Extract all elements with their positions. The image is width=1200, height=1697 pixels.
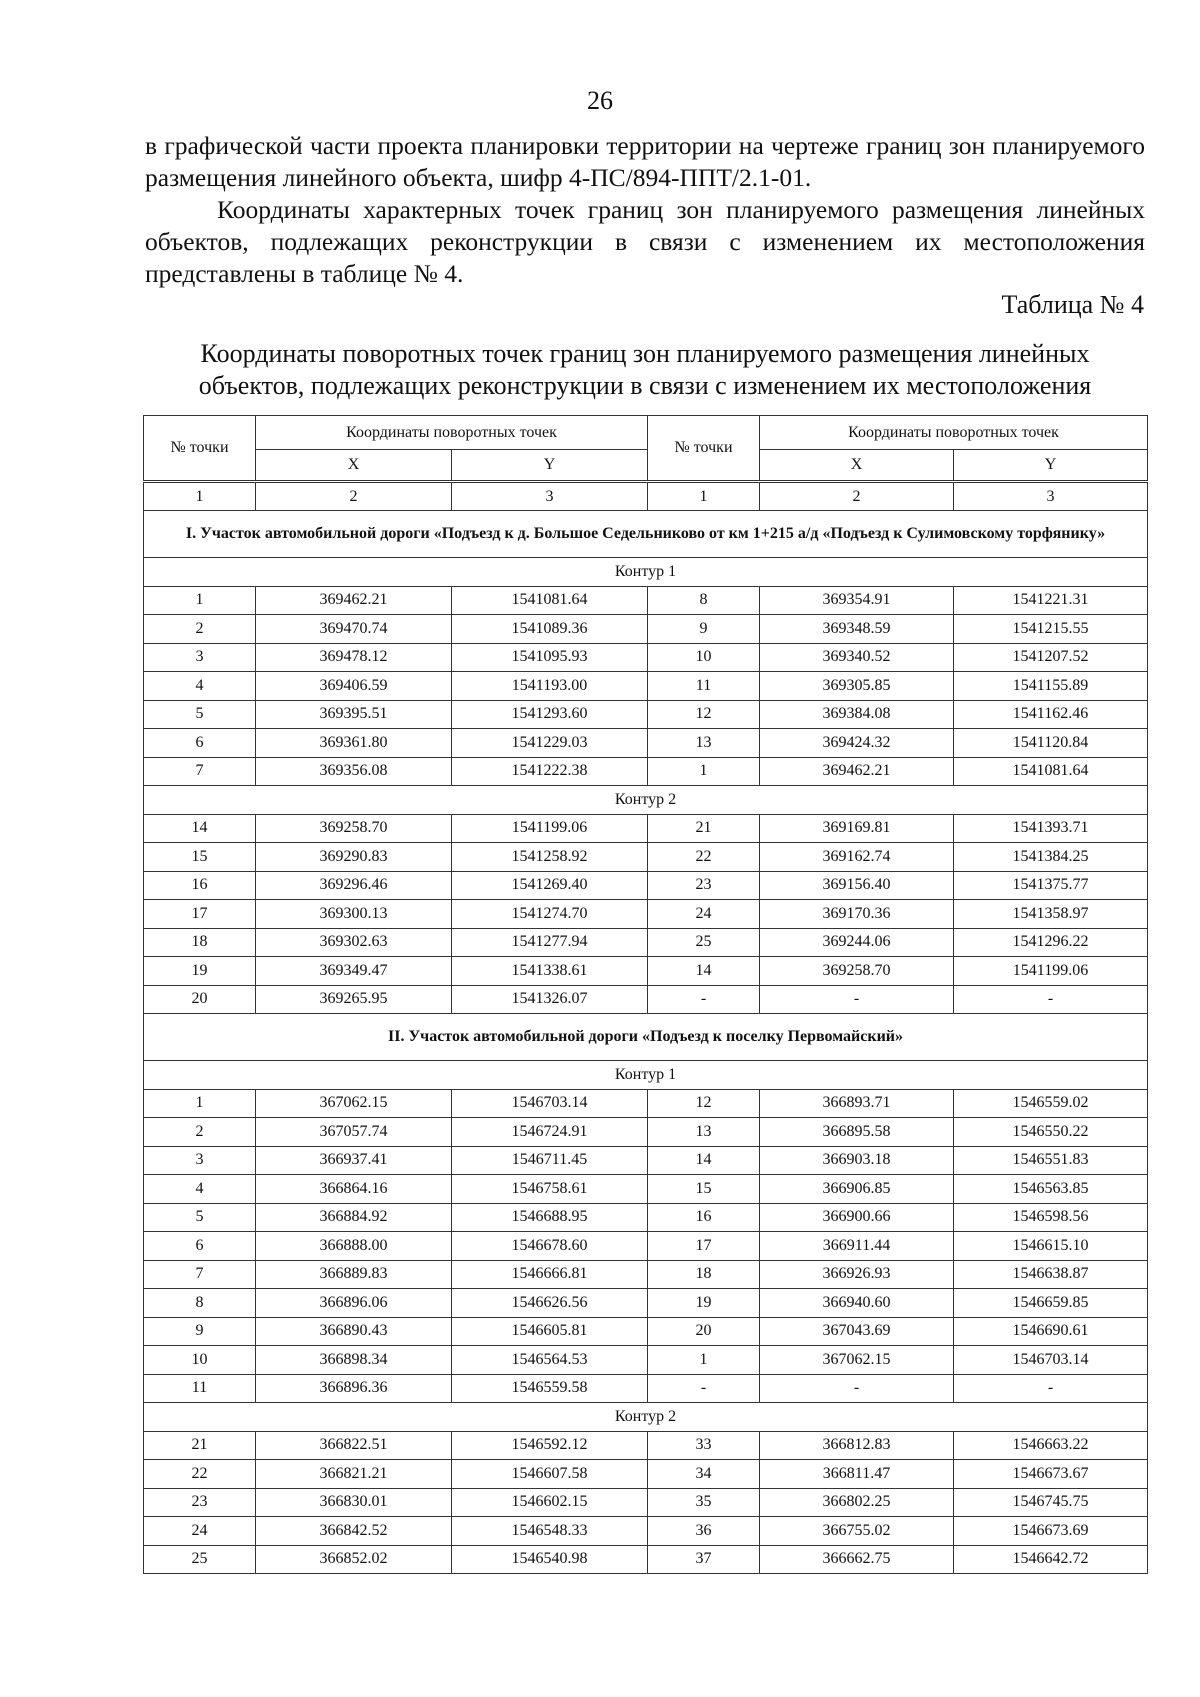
table-label: Таблица № 4 [1001,290,1144,319]
table-cell: - [954,985,1148,1014]
table-cell: 1541222.38 [452,757,648,786]
table-cell: 367043.69 [760,1317,954,1346]
table-cell: - [760,985,954,1014]
table-cell: 2 [144,615,256,644]
contour-row [144,1403,1148,1432]
table-cell: 366884.92 [256,1203,452,1232]
table-cell: 1546663.22 [954,1431,1148,1460]
table-row [144,1260,1148,1289]
table-cell: 5 [144,1203,256,1232]
table-cell: 9 [648,615,760,644]
column-number-row [144,482,1148,511]
table-cell: 14 [648,957,760,986]
table-row [144,1289,1148,1318]
table-cell: 369406.59 [256,672,452,701]
table-cell: 1546758.61 [452,1175,648,1204]
table-cell: 18 [144,928,256,957]
table-cell: 10 [144,1346,256,1375]
table-cell: 369354.91 [760,586,954,615]
table-row [144,814,1148,843]
table-cell: 1546666.81 [452,1260,648,1289]
table-cell: 17 [144,900,256,929]
table-cell: 1541326.07 [452,985,648,1014]
table-cell: 367057.74 [256,1118,452,1147]
intro-paragraph: в графической части проекта планировки территории на чертеже границ зон планируемого размещения линейного объекта, шифр 4-ПС/894-ППТ/2.1-01. [145,131,1145,192]
table-cell: 8 [144,1289,256,1318]
table-cell: 25 [648,928,760,957]
table-cell: 366937.41 [256,1146,452,1175]
table-cell: 369244.06 [760,928,954,957]
header-coords-left: Координаты поворотных точек [256,416,648,450]
table-row [144,1175,1148,1204]
table-cell: 15 [144,843,256,872]
table-cell: 366940.60 [760,1289,954,1318]
table-cell: 366852.02 [256,1545,452,1574]
table-cell: 17 [648,1232,760,1261]
table-row [144,1460,1148,1489]
table-cell: 1541229.03 [452,729,648,758]
table-cell: 366896.36 [256,1374,452,1403]
table-cell: 369265.95 [256,985,452,1014]
table-cell: 369462.21 [256,586,452,615]
table-cell: - [648,985,760,1014]
table-row [144,1488,1148,1517]
table-row [144,985,1148,1014]
table-cell: 1 [144,586,256,615]
table-cell: 1541207.52 [954,643,1148,672]
contour-label: Контур 2 [144,786,1148,815]
table-cell: 1541162.46 [954,700,1148,729]
table-cell: 11 [144,1374,256,1403]
table-cell: 1541277.94 [452,928,648,957]
table-cell: 20 [144,985,256,1014]
table-cell: 369290.83 [256,843,452,872]
table-cell: 366864.16 [256,1175,452,1204]
table-cell: 3 [144,643,256,672]
table-cell: 1546745.75 [954,1488,1148,1517]
table-cell: 5 [144,700,256,729]
column-number: 3 [954,482,1148,511]
header-y-right: Y [954,450,1148,482]
table-cell: 1541095.93 [452,643,648,672]
table-cell: 1541384.25 [954,843,1148,872]
table-cell: 369361.80 [256,729,452,758]
column-number: 1 [648,482,760,511]
table-cell: 366755.02 [760,1517,954,1546]
table-cell: 366895.58 [760,1118,954,1147]
table-row [144,843,1148,872]
table-cell: 1546559.02 [954,1089,1148,1118]
table-row [144,757,1148,786]
table-row [144,729,1148,758]
column-number: 2 [256,482,452,511]
table-cell: 1541293.60 [452,700,648,729]
table-cell: 367062.15 [256,1089,452,1118]
coordinates-paragraph: Координаты характерных точек границ зон планируемого размещения линейных объектов, подлежащих реконструкции в связи с изменением их местоположения представлены в таблице № 4. [145,195,1145,288]
table-cell: 366822.51 [256,1431,452,1460]
table-cell: 369424.32 [760,729,954,758]
table-cell: 16 [144,871,256,900]
table-cell: 1541393.71 [954,814,1148,843]
table-title: Координаты поворотных точек границ зон планируемого размещения линейных объектов, подлежащих реконструкции в связи с изменением их местоположения [198,339,1092,400]
table-cell: 366903.18 [760,1146,954,1175]
table-cell: 1541215.55 [954,615,1148,644]
table-cell: 369258.70 [256,814,452,843]
table-row [144,1517,1148,1546]
table-cell: 11 [648,672,760,701]
table-cell: 1541258.92 [452,843,648,872]
column-number: 1 [144,482,256,511]
section-title: I. Участок автомобильной дороги «Подъезд к д. Большое Седельниково от км 1+215 а/д «Подъезд к Сулимовскому торфянику» [144,511,1148,558]
table-cell: 369302.63 [256,928,452,957]
table-cell: 1546598.56 [954,1203,1148,1232]
table-cell: 1546703.14 [452,1089,648,1118]
table-cell: 1541375.77 [954,871,1148,900]
table-cell: 369296.46 [256,871,452,900]
table-cell: 13 [648,1118,760,1147]
table-cell: 12 [648,1089,760,1118]
table-row [144,871,1148,900]
table-cell: 366898.34 [256,1346,452,1375]
contour-row [144,786,1148,815]
table-row [144,643,1148,672]
table-cell: 369462.21 [760,757,954,786]
table-cell: 1546540.98 [452,1545,648,1574]
table-cell: 4 [144,672,256,701]
table-cell: 1541338.61 [452,957,648,986]
table-cell: 6 [144,729,256,758]
table-cell: 14 [648,1146,760,1175]
table-cell: - [648,1374,760,1403]
page-number: 26 [587,86,613,115]
contour-row [144,1061,1148,1090]
table-cell: 37 [648,1545,760,1574]
header-x-right: X [760,450,954,482]
table-cell: - [954,1374,1148,1403]
table-cell: 22 [144,1460,256,1489]
table-cell: 1546711.45 [452,1146,648,1175]
table-cell: 10 [648,643,760,672]
table-cell: 1546615.10 [954,1232,1148,1261]
table-cell: 366893.71 [760,1089,954,1118]
table-cell: 19 [648,1289,760,1318]
table-cell: 24 [648,900,760,929]
table-cell: 1546642.72 [954,1545,1148,1574]
table-cell: 24 [144,1517,256,1546]
header-point-no-right: № точки [648,416,760,482]
table-cell: 9 [144,1317,256,1346]
table-cell: 1541296.22 [954,928,1148,957]
table-cell: 369478.12 [256,643,452,672]
table-cell: 1546703.14 [954,1346,1148,1375]
table-cell: 1546592.12 [452,1431,648,1460]
table-cell: 15 [648,1175,760,1204]
table-cell: 369356.08 [256,757,452,786]
header-x-left: X [256,450,452,482]
table-cell: 369384.08 [760,700,954,729]
table-cell: 34 [648,1460,760,1489]
table-body [144,511,1148,1574]
column-number: 3 [452,482,648,511]
table-cell: 366926.93 [760,1260,954,1289]
table-cell: 369395.51 [256,700,452,729]
table-row [144,1089,1148,1118]
table-cell: 1 [648,1346,760,1375]
table-row [144,1346,1148,1375]
table-cell: 7 [144,757,256,786]
table-cell: 369305.85 [760,672,954,701]
contour-label: Контур 2 [144,1403,1148,1432]
table-cell: 1546550.22 [954,1118,1148,1147]
table-cell: 12 [648,700,760,729]
table-cell: 1541274.70 [452,900,648,929]
table-cell: 366889.83 [256,1260,452,1289]
table-cell: 369162.74 [760,843,954,872]
table-cell: 369258.70 [760,957,954,986]
table-row [144,672,1148,701]
table-cell: 1541221.31 [954,586,1148,615]
table-cell: 1546673.69 [954,1517,1148,1546]
table-cell: 366811.47 [760,1460,954,1489]
table-row [144,1146,1148,1175]
table-cell: 18 [648,1260,760,1289]
contour-row [144,558,1148,587]
table-cell: 1541199.06 [954,957,1148,986]
table-cell: 366896.06 [256,1289,452,1318]
table-cell: 21 [144,1431,256,1460]
table-cell: 2 [144,1118,256,1147]
table-row [144,615,1148,644]
table-cell: 366830.01 [256,1488,452,1517]
table-cell: 7 [144,1260,256,1289]
table-cell: 366821.21 [256,1460,452,1489]
header-coords-right: Координаты поворотных точек [760,416,1148,450]
table-cell: 369340.52 [760,643,954,672]
table-cell: 1541081.64 [452,586,648,615]
table-row [144,700,1148,729]
table-cell: 1546638.87 [954,1260,1148,1289]
table-row [144,1203,1148,1232]
table-row [144,1545,1148,1574]
table-cell: 366802.25 [760,1488,954,1517]
table-cell: 35 [648,1488,760,1517]
table-cell: 1546563.85 [954,1175,1148,1204]
table-cell: 1541089.36 [452,615,648,644]
table-cell: 369170.36 [760,900,954,929]
section-row [144,511,1148,558]
table-cell: 25 [144,1545,256,1574]
table-cell: 369470.74 [256,615,452,644]
table-cell: 4 [144,1175,256,1204]
table-cell: 1541081.64 [954,757,1148,786]
table-cell: 369169.81 [760,814,954,843]
table-cell: 1546602.15 [452,1488,648,1517]
table-cell: 366888.00 [256,1232,452,1261]
table-cell: 1541269.40 [452,871,648,900]
table-cell: 6 [144,1232,256,1261]
table-cell: 369156.40 [760,871,954,900]
table-row [144,957,1148,986]
table-cell: 1546607.58 [452,1460,648,1489]
table-cell: 1546688.95 [452,1203,648,1232]
table-cell: 1546548.33 [452,1517,648,1546]
table-cell: 1546559.58 [452,1374,648,1403]
table-cell: 1 [648,757,760,786]
table-row [144,1232,1148,1261]
table-row [144,900,1148,929]
table-cell: 366906.85 [760,1175,954,1204]
coordinates-table [143,415,1148,1574]
section-row [144,1014,1148,1061]
table-row [144,586,1148,615]
table-cell: 22 [648,843,760,872]
table-cell: 366812.83 [760,1431,954,1460]
table-cell: 1546673.67 [954,1460,1148,1489]
table-row [144,1317,1148,1346]
section-title: II. Участок автомобильной дороги «Подъезд к поселку Первомайский» [144,1014,1148,1061]
table-cell: 366890.43 [256,1317,452,1346]
table-cell: 366842.52 [256,1517,452,1546]
table-cell: 23 [648,871,760,900]
table-row [144,1374,1148,1403]
table-cell: 1546626.56 [452,1289,648,1318]
table-cell: 1546690.61 [954,1317,1148,1346]
table-cell: 1546659.85 [954,1289,1148,1318]
table-cell: 19 [144,957,256,986]
table-cell: 1 [144,1089,256,1118]
table-cell: 1541193.00 [452,672,648,701]
table-cell: 1546564.53 [452,1346,648,1375]
table-row [144,1118,1148,1147]
table-cell: 366900.66 [760,1203,954,1232]
table-cell: 13 [648,729,760,758]
table-cell: 1546551.83 [954,1146,1148,1175]
table-cell: - [760,1374,954,1403]
table-cell: 8 [648,586,760,615]
table-cell: 1546724.91 [452,1118,648,1147]
table-row [144,928,1148,957]
table-cell: 1546605.81 [452,1317,648,1346]
table-cell: 3 [144,1146,256,1175]
table-cell: 36 [648,1517,760,1546]
table-cell: 369349.47 [256,957,452,986]
table-cell: 23 [144,1488,256,1517]
contour-label: Контур 1 [144,1061,1148,1090]
table-cell: 1541120.84 [954,729,1148,758]
table-cell: 21 [648,814,760,843]
column-number: 2 [760,482,954,511]
table-cell: 369348.59 [760,615,954,644]
table-cell: 1546678.60 [452,1232,648,1261]
table-cell: 14 [144,814,256,843]
table-cell: 33 [648,1431,760,1460]
contour-label: Контур 1 [144,558,1148,587]
table-cell: 1541199.06 [452,814,648,843]
table-cell: 1541358.97 [954,900,1148,929]
table-cell: 369300.13 [256,900,452,929]
header-point-no-left: № точки [144,416,256,482]
table-cell: 366911.44 [760,1232,954,1261]
header-y-left: Y [452,450,648,482]
table-cell: 366662.75 [760,1545,954,1574]
table-cell: 367062.15 [760,1346,954,1375]
table-cell: 1541155.89 [954,672,1148,701]
table-cell: 16 [648,1203,760,1232]
table-row [144,1431,1148,1460]
table-cell: 20 [648,1317,760,1346]
